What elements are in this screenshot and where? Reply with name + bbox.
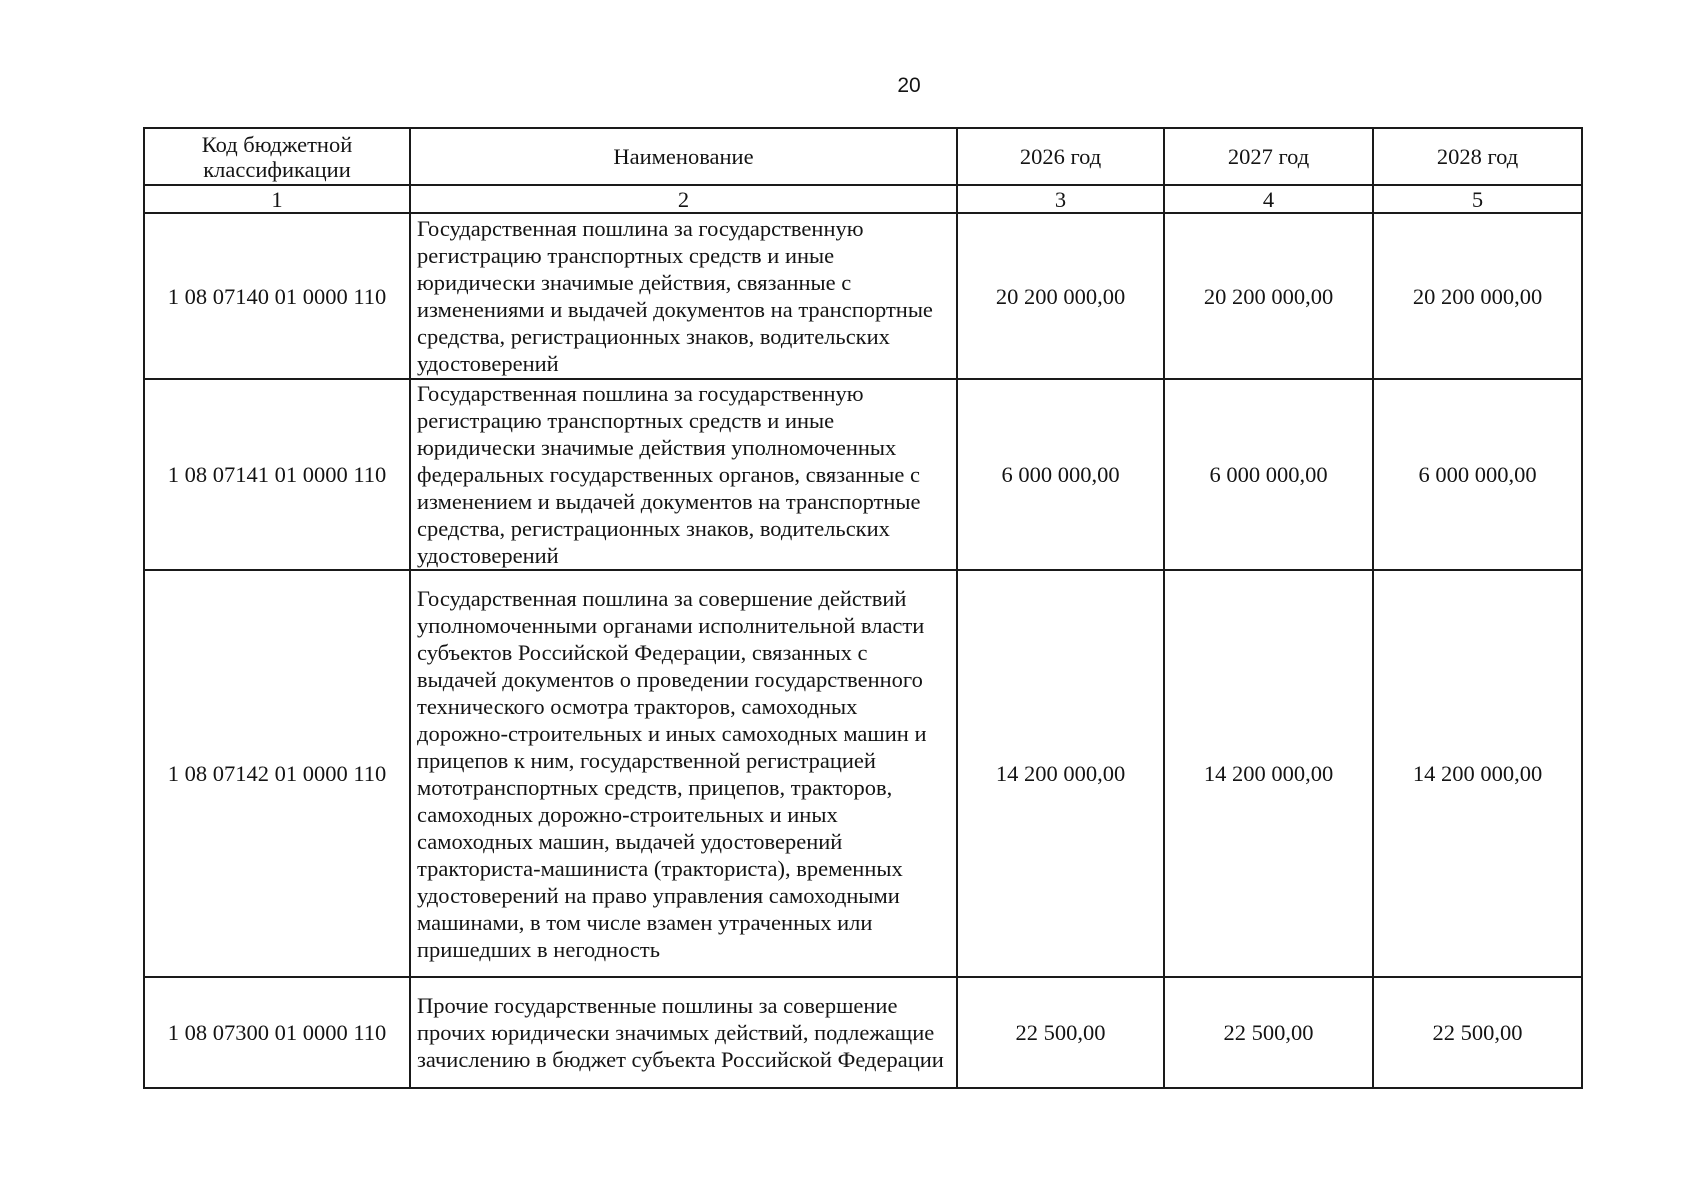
- header-budget-code: Код бюджетной классификации: [144, 128, 410, 185]
- column-number: 5: [1373, 185, 1582, 213]
- column-number: 1: [144, 185, 410, 213]
- table-row: [144, 570, 1582, 977]
- amount-2028-cell: 6 000 000,00: [1373, 379, 1582, 570]
- amount-2026-cell: 14 200 000,00: [957, 570, 1164, 977]
- name-cell: Государственная пошлина за государственную регистрацию транспортных средств и иные юридически значимые действия уполномоченных федеральных государственных органов, связанные с изменением и выдачей документов на транспортные средства, регистрационных знаков, водительских удостоверений: [410, 379, 957, 570]
- header-year-2027: 2027 год: [1164, 128, 1373, 185]
- header-name: Наименование: [410, 128, 957, 185]
- page-number: 20: [897, 74, 921, 97]
- header-year-2026: 2026 год: [957, 128, 1164, 185]
- header-year-2028: 2028 год: [1373, 128, 1582, 185]
- budget-code-cell: 1 08 07300 01 0000 110: [144, 977, 410, 1088]
- budget-code-cell: 1 08 07142 01 0000 110: [144, 570, 410, 977]
- budget-code-cell: 1 08 07141 01 0000 110: [144, 379, 410, 570]
- table-row: [144, 977, 1582, 1088]
- name-cell: Прочие государственные пошлины за совершение прочих юридически значимых действий, подлежащие зачислению в бюджет субъекта Российской Федерации: [410, 977, 957, 1088]
- name-cell: Государственная пошлина за государственную регистрацию транспортных средств и иные юридически значимые действия, связанные с изменениями и выдачей документов на транспортные средства, регистрационных знаков, водительских удостоверений: [410, 213, 957, 379]
- column-number: 4: [1164, 185, 1373, 213]
- table-row: [144, 213, 1582, 379]
- amount-2027-cell: 14 200 000,00: [1164, 570, 1373, 977]
- budget-revenue-table: [143, 127, 1583, 1089]
- amount-2026-cell: 20 200 000,00: [957, 213, 1164, 379]
- amount-2028-cell: 22 500,00: [1373, 977, 1582, 1088]
- amount-2027-cell: 6 000 000,00: [1164, 379, 1373, 570]
- amount-2028-cell: 14 200 000,00: [1373, 570, 1582, 977]
- column-number: 2: [410, 185, 957, 213]
- amount-2027-cell: 22 500,00: [1164, 977, 1373, 1088]
- column-number: 3: [957, 185, 1164, 213]
- amount-2026-cell: 6 000 000,00: [957, 379, 1164, 570]
- column-number-row: [144, 185, 1582, 213]
- name-cell: Государственная пошлина за совершение действий уполномоченными органами исполнительной власти субъектов Российской Федерации, связанных с выдачей документов о проведении государственного технического осмотра тракторов, самоходных дорожно-строительных и иных самоходных машин и прицепов к ним, государственной регистрацией мототранспортных средств, прицепов, тракторов, самоходных дорожно-строительных и иных самоходных машин, выдачей удостоверений тракториста-машиниста (тракториста), временных удостоверений на право управления самоходными машинами, в том числе взамен утраченных или пришедших в негодность: [410, 570, 957, 977]
- amount-2028-cell: 20 200 000,00: [1373, 213, 1582, 379]
- table-row: [144, 379, 1582, 570]
- amount-2026-cell: 22 500,00: [957, 977, 1164, 1088]
- amount-2027-cell: 20 200 000,00: [1164, 213, 1373, 379]
- budget-code-cell: 1 08 07140 01 0000 110: [144, 213, 410, 379]
- table-header-row: [144, 128, 1582, 185]
